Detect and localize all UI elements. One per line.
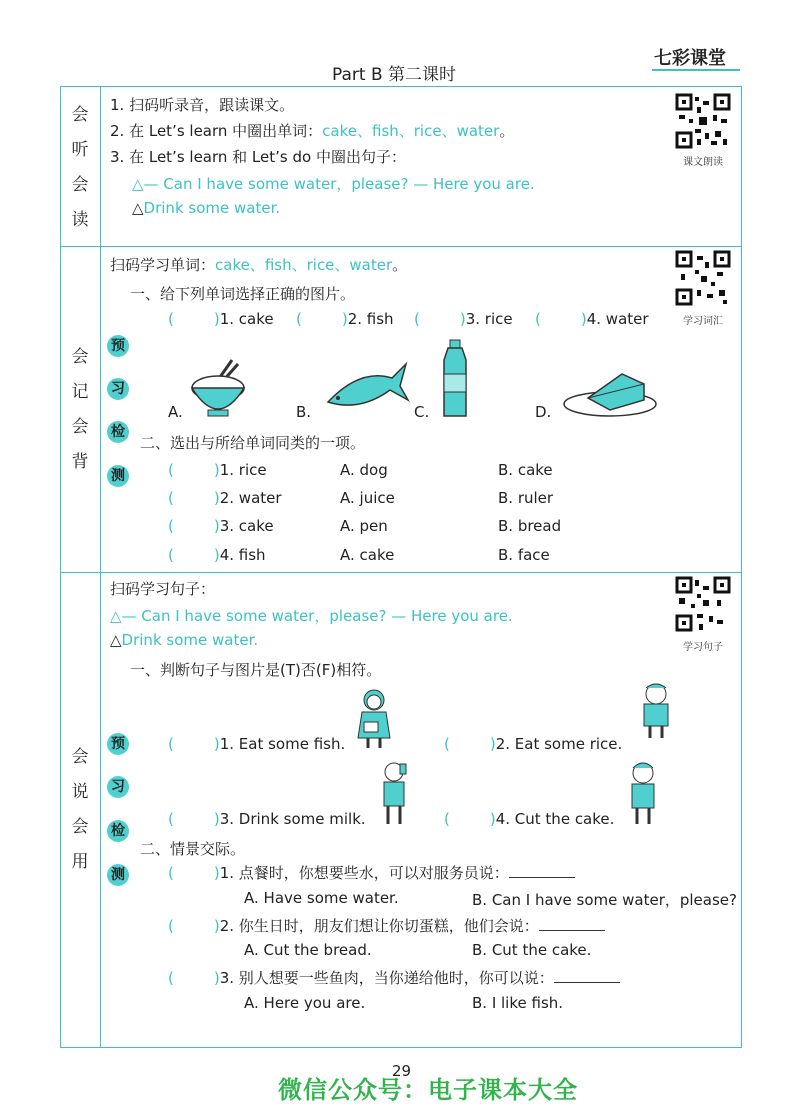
qr-code-graphic [675,576,731,632]
classify-option-a: A. juice [340,489,395,507]
answer-paren-close: ) [213,546,220,564]
answer-paren-open: ( [535,310,541,328]
fill-in-line[interactable] [554,968,620,983]
match-item [168,310,274,328]
answer-paren-open: ( [168,969,174,987]
triangle-marker: △ [110,631,122,649]
section1-label-char: 听 [71,140,89,160]
section2-label-char: 记 [71,382,89,402]
answer-paren-open: ( [168,461,174,479]
page-number: 29 [392,1062,412,1080]
instruction-3: 3. 在 Let’s learn 和 Let’s do 中圈出句子： [110,148,406,166]
answer-paren-open: ( [444,735,450,753]
situation-option-a: A. Cut the bread. [244,941,372,959]
answer-paren-close: ) [341,310,348,328]
target-sentence-1: △— Can I have some water，please? — Here you are. [132,175,535,193]
badge-test: 测 [107,465,129,487]
qr-code[interactable] [675,93,731,149]
classify-row [168,546,266,564]
section1-label-char: 读 [71,210,89,230]
classify-row [168,461,267,479]
badge-study: 习 [107,378,129,400]
answer-paren-close: ) [213,735,220,753]
sentence-intro: 扫码学习句子： [110,580,216,598]
section2-label-char: 会 [71,347,89,367]
answer-paren-open: ( [168,864,174,882]
badge-check: 检 [107,421,129,443]
section1-label [60,98,100,238]
badge-study: 习 [107,776,129,798]
watermark: 微信公众号：电子课本大全 [278,1076,578,1104]
situation-question [168,915,605,936]
judge-item [168,735,345,753]
judge-item-text: 3. Drink some milk. [219,810,366,828]
section3-label-char: 会 [71,817,89,837]
page-title: Part B 第二课时 [332,65,457,85]
triangle-marker: △ [132,199,144,217]
answer-paren-close: ) [580,310,587,328]
classify-question: 2. water [219,489,282,507]
answer-paren-close: ) [213,864,220,882]
qr-code[interactable] [675,250,731,306]
rice-bowl-picture [190,358,250,422]
pic-letter-d: D. [535,403,552,421]
qr-caption: 学习词汇 [683,316,723,327]
vocab-intro-words: cake、fish、rice、water [215,256,393,274]
brand-logo-graphic [652,44,742,74]
fish-picture [320,360,410,419]
water-bottle-picture [440,338,470,424]
girl-eating-picture [352,688,398,754]
target-sentence-2-text: Drink some water. [143,199,281,217]
situation-option-b: B. Can I have some water，please? [472,891,737,909]
answer-paren-close: ) [459,310,466,328]
instruction-1: 1. 扫码听录音，跟读课文。 [110,96,295,114]
situation-option-b: B. Cut the cake. [472,941,592,959]
answer-paren-open: ( [444,810,450,828]
badge-preview: 预 [107,733,129,755]
match-item-word: 1. cake [219,310,274,328]
instruction-2 [110,120,514,141]
judge-item-text: 2. Eat some rice. [495,735,623,753]
exercise-title-judge: 一、判断句子与图片是(T)否(F)相符。 [130,661,382,679]
section1-label-char: 会 [71,175,89,195]
answer-paren-open: ( [168,735,174,753]
classify-option-b: B. cake [498,461,553,479]
boy-eating-picture [636,682,676,744]
situation-question [168,862,575,883]
brand-logo [652,44,742,74]
situation-question-text: 1. 点餐时，你想要些水，可以对服务员说： [219,864,509,882]
section2-label-char: 会 [71,417,89,437]
situation-question-text: 3. 别人想要一些鱼肉，当你递给他时，你可以说： [219,969,554,987]
classify-row [168,489,282,507]
judge-item [444,810,614,828]
fill-in-line[interactable] [509,863,575,878]
answer-paren-open: ( [296,310,302,328]
cake-picture [560,364,660,423]
classify-question: 1. rice [219,461,267,479]
situation-option-a: A. Have some water. [244,889,399,907]
vocab-intro-prefix: 扫码学习单词： [110,256,216,274]
answer-paren-close: ) [489,810,496,828]
qr-code[interactable] [675,576,731,632]
judge-item-text: 4. Cut the cake. [495,810,615,828]
answer-paren-open: ( [168,810,174,828]
classify-option-a: A. cake [340,546,395,564]
section-divider-2 [60,572,742,573]
answer-paren-open: ( [168,310,174,328]
fill-in-line[interactable] [539,916,605,931]
classify-option-b: B. ruler [498,489,554,507]
answer-paren-open: ( [168,517,174,535]
section2-label-char: 背 [71,452,89,472]
target-sentence-1: △— Can I have some water，please? — Here you are. [110,607,513,625]
answer-paren-close: ) [213,461,220,479]
section3-label-char: 会 [71,747,89,767]
match-item-word: 2. fish [347,310,394,328]
match-item [535,310,649,328]
answer-paren-close: ) [213,810,220,828]
section-divider-1 [60,246,742,247]
answer-paren-close: ) [489,735,496,753]
exercise-title-situation: 二、情景交际。 [140,840,246,858]
judge-item [168,810,366,828]
answer-paren-close: ) [213,489,220,507]
qr-caption: 课文朗读 [683,157,723,168]
section1-label-char: 会 [71,105,89,125]
answer-paren-close: ) [213,517,220,535]
section3-label-char: 用 [71,852,89,872]
target-sentence-2 [110,631,258,649]
answer-paren-close: ) [213,969,220,987]
situation-option-b: B. I like fish. [472,994,564,1012]
section3-label [60,740,100,880]
judge-item-text: 1. Eat some fish. [219,735,346,753]
pic-letter-b: B. [296,403,312,421]
classify-question: 3. cake [219,517,274,535]
situation-question-text: 2. 你生日时，朋友们想让你切蛋糕，他们会说： [219,917,539,935]
answer-paren-open: ( [414,310,420,328]
pic-letter-a: A. [168,403,183,421]
match-item [296,310,394,328]
qr-caption: 学习句子 [683,642,723,653]
answer-paren-open: ( [168,917,174,935]
badge-check: 检 [107,820,129,842]
target-sentence-2-text: Drink some water. [121,631,259,649]
classify-option-b: B. bread [498,517,562,535]
badge-test: 测 [107,864,129,886]
section2-label [60,340,100,480]
qr-code-graphic [675,93,731,149]
situation-question [168,967,620,988]
judge-item [444,735,622,753]
classify-option-b: B. face [498,546,550,564]
answer-paren-close: ) [213,310,220,328]
answer-paren-open: ( [168,546,174,564]
pic-letter-c: C. [414,403,430,421]
match-item [414,310,513,328]
vocab-intro-suffix: 。 [392,256,408,274]
exercise-title-match: 一、给下列单词选择正确的图片。 [130,285,356,303]
qr-code-graphic [675,250,731,306]
classify-option-a: A. dog [340,461,388,479]
instruction-2-prefix: 2. 在 Let’s learn 中圈出单词： [110,122,323,140]
instruction-2-words: cake、fish、rice、water [322,122,500,140]
badge-preview: 预 [107,335,129,357]
exercise-title-classify: 二、选出与所给单词同类的一项。 [140,434,366,452]
vocab-intro [110,254,407,275]
match-item-word: 4. water [586,310,649,328]
classify-question: 4. fish [219,546,266,564]
match-item-word: 3. rice [465,310,513,328]
side-divider [100,86,101,1048]
boy-drinking-picture [376,760,410,830]
answer-paren-open: ( [168,489,174,507]
answer-paren-close: ) [213,917,220,935]
classify-row [168,517,274,535]
classify-option-a: A. pen [340,517,388,535]
section3-label-char: 说 [71,782,89,802]
situation-option-a: A. Here you are. [244,994,366,1012]
instruction-2-suffix: 。 [499,122,515,140]
boy-cutting-picture [626,760,660,830]
target-sentence-2 [132,199,280,217]
svg-text:七彩课堂: 七彩课堂 [654,48,726,69]
